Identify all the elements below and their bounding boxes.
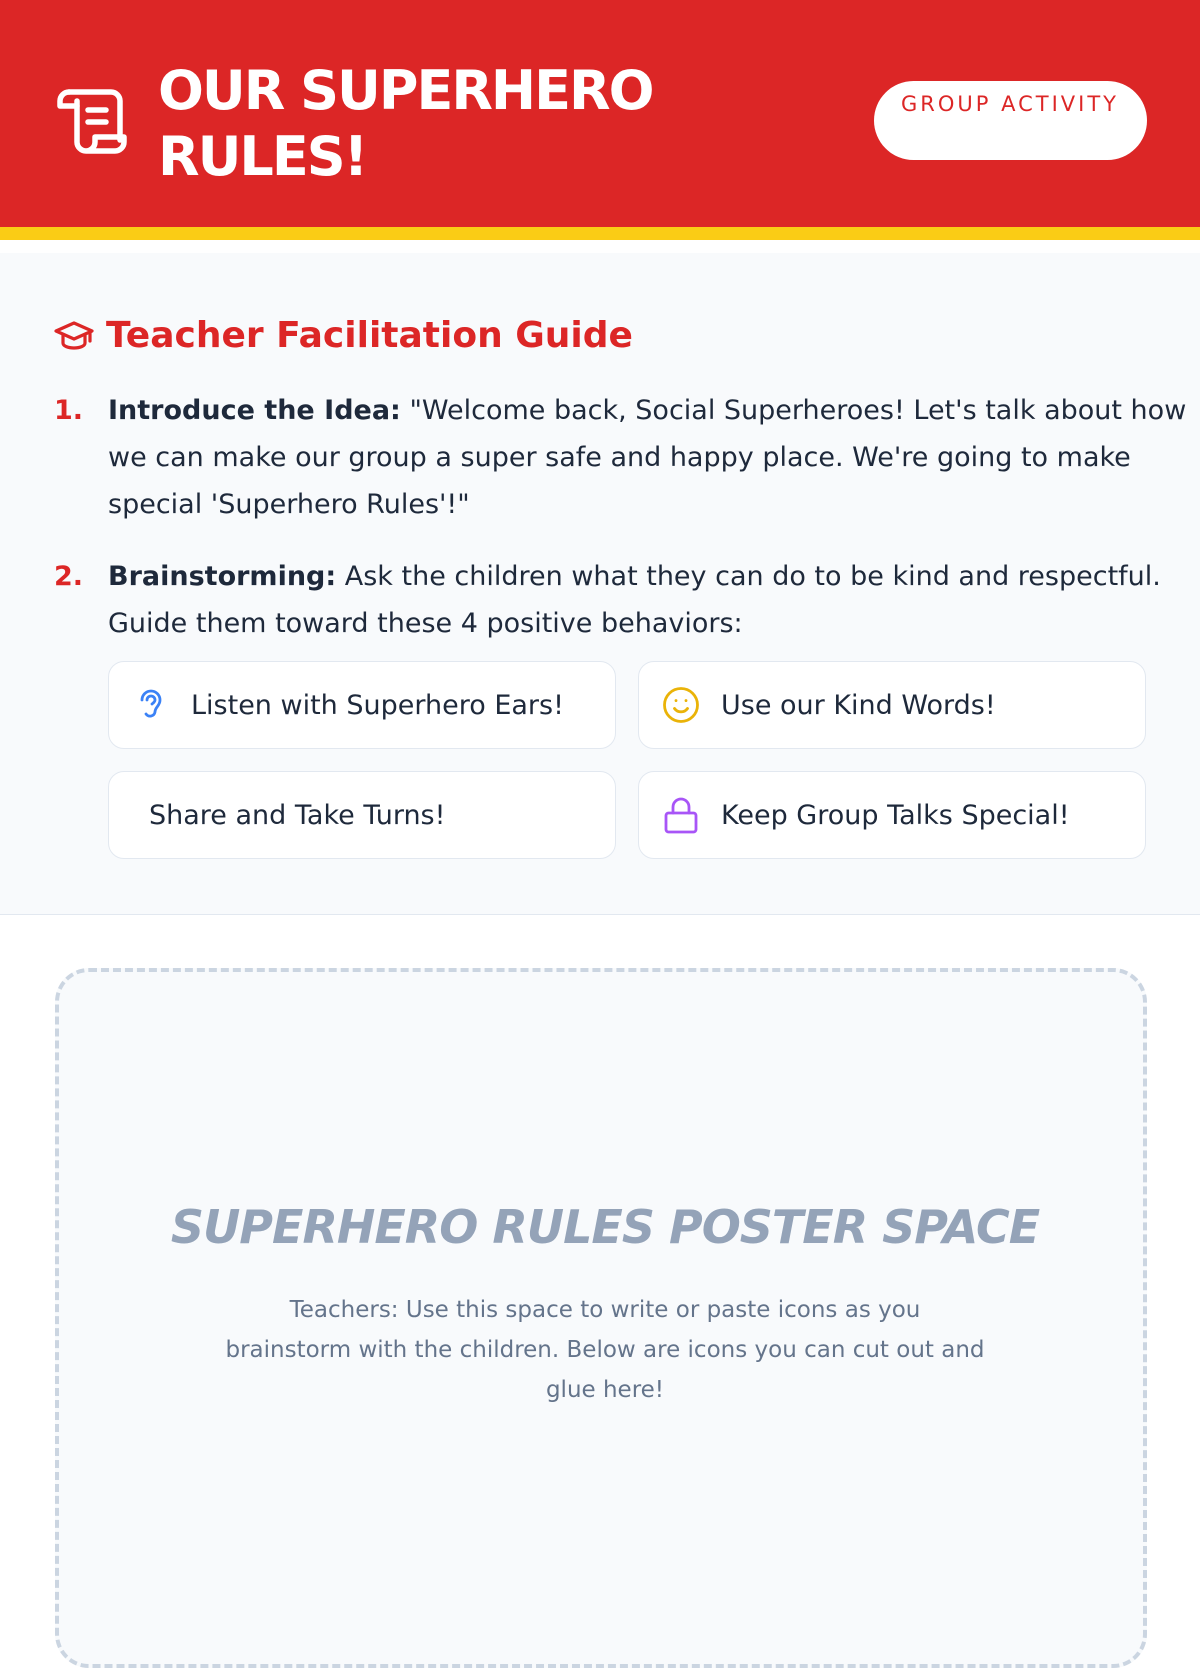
behavior-label: Listen with Superhero Ears! <box>191 689 564 721</box>
group-activity-badge: GROUP ACTIVITY <box>874 81 1147 160</box>
behavior-label: Share and Take Turns! <box>149 799 446 831</box>
behavior-label: Use our Kind Words! <box>721 689 996 721</box>
step-lead: Introduce the Idea: <box>108 395 401 426</box>
step-lead: Brainstorming: <box>108 561 337 592</box>
graduation-cap-icon <box>54 318 94 352</box>
step-text: Ask the children what they can do to be kind and respectful. Guide them toward these 4 positive behaviors: <box>108 561 1161 639</box>
step-number: 2. <box>54 561 84 592</box>
scroll-icon <box>55 86 129 156</box>
guide-step <box>54 553 1161 647</box>
step-text: "Welcome back, Social Superheroes! Let's talk about how we can make our group a super safe and happy place. We're going to make special 'Superhero Rules'!" <box>108 395 1187 520</box>
guide-title: Teacher Facilitation Guide <box>106 314 633 356</box>
smile-icon <box>661 685 701 725</box>
ear-icon <box>131 685 171 725</box>
lock-icon <box>661 795 701 835</box>
step-number: 1. <box>54 395 84 426</box>
facilitation-guide-section <box>0 253 1200 915</box>
guide-heading <box>54 310 633 360</box>
poster-instructions: Teachers: Use this space to write or paste icons as you brainstorm with the children. Below are icons you can cut out and glue here! <box>225 1297 985 1403</box>
behavior-card-share <box>108 771 616 859</box>
poster-title: SUPERHERO RULES POSTER SPACE <box>170 1200 1040 1254</box>
page-header <box>0 0 1200 240</box>
behavior-card-group-talks <box>638 771 1146 859</box>
behavior-label: Keep Group Talks Special! <box>721 799 1070 831</box>
behavior-card-kind-words <box>638 661 1146 749</box>
poster-space <box>55 968 1147 1668</box>
behavior-card-listen <box>108 661 616 749</box>
page-title: OUR SUPERHERO RULES! <box>158 59 653 188</box>
guide-step <box>54 387 1187 528</box>
